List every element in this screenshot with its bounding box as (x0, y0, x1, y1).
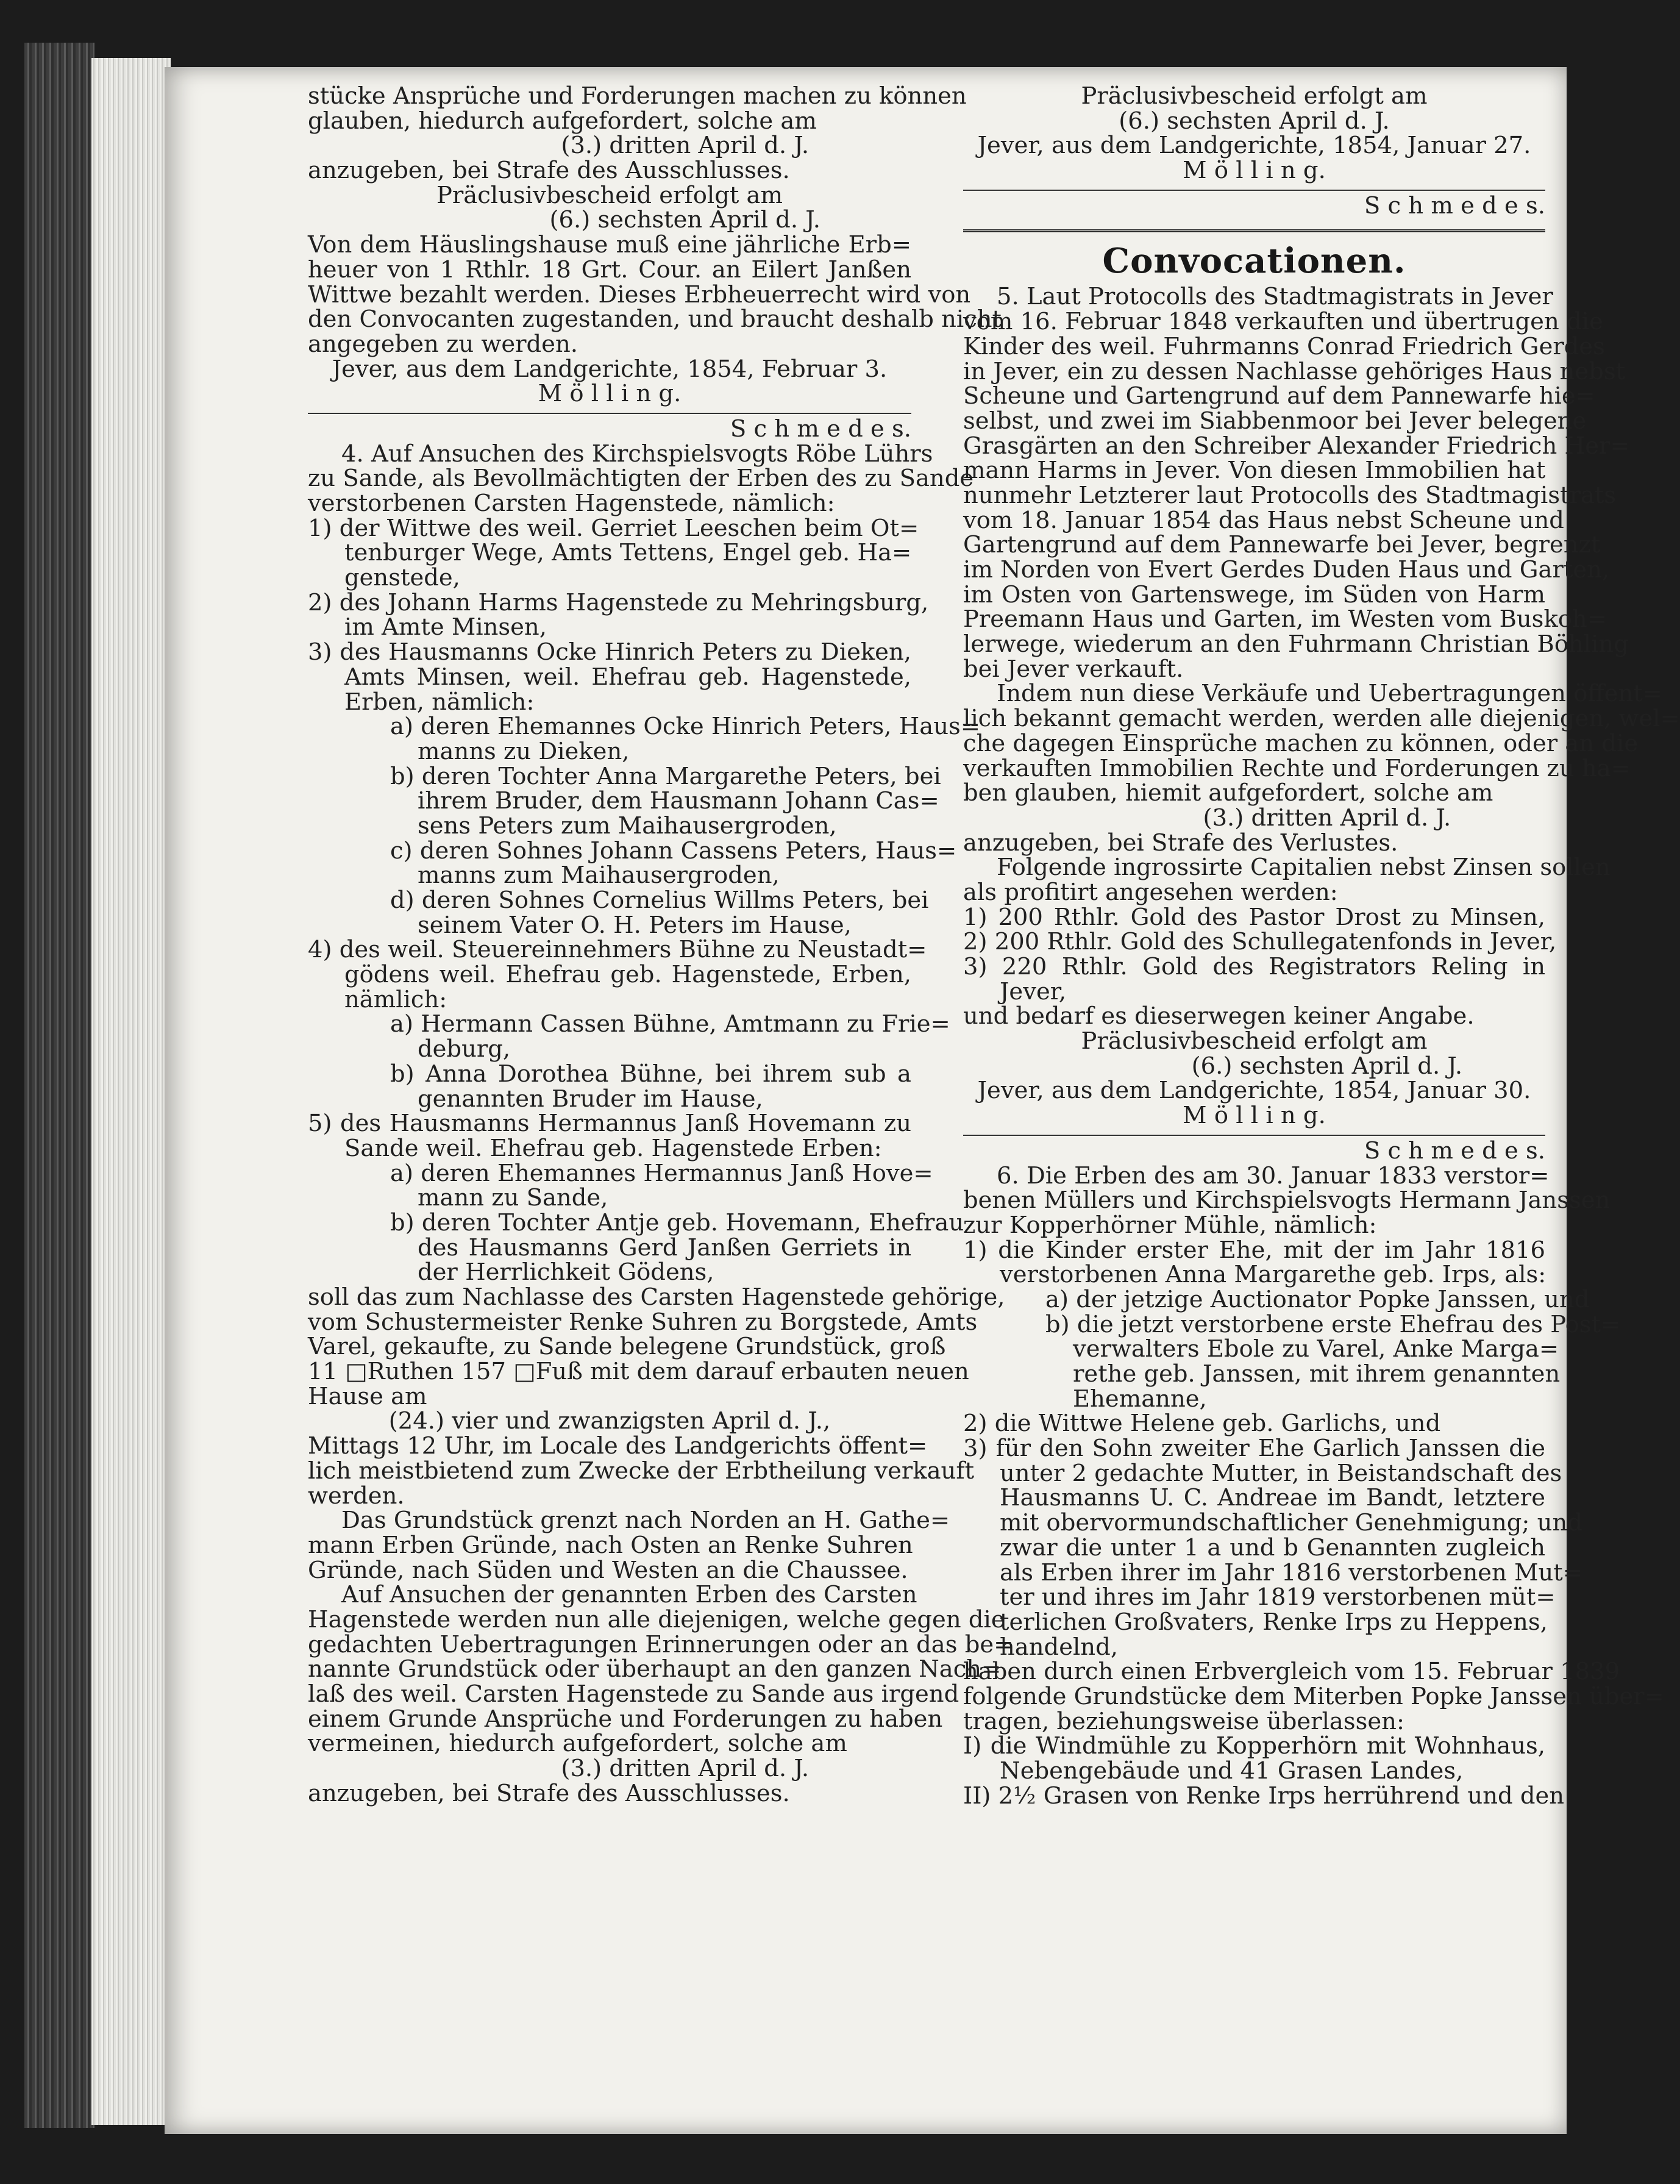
left-column-line: Hagenstede werden nun alle diejenigen, welche gegen die (308, 1605, 1005, 1633)
left-column-line: glauben, hiedurch aufgefordert, solche am (308, 107, 817, 135)
right-top-line: Präclusivbescheid erfolgt am (1081, 82, 1428, 110)
right-top-line: (6.) sechsten April d. J. (1119, 107, 1390, 135)
right-body-line: mann Harms in Jever. Von diesen Immobilien hat (963, 457, 1546, 485)
right-body-line: 1) 200 Rthlr. Gold des Pastor Drost zu Minsen, (963, 903, 1545, 931)
left-column-line: mann zu Sande, (418, 1184, 608, 1212)
left-column-line: mann Erben Gründe, nach Osten an Renke Suhren (308, 1531, 913, 1559)
right-body-line: II) 2½ Grasen von Renke Irps herrührend und den (963, 1782, 1565, 1810)
right-body-line: 5. Laut Protocolls des Stadtmagistrats in Jever (997, 283, 1553, 311)
right-body-line: Folgende ingrossirte Capitalien nebst Zinsen sollen (997, 854, 1611, 882)
separator-rule (963, 190, 1545, 191)
left-column-line: manns zum Maihausergroden, (418, 862, 780, 890)
right-body-block (963, 283, 1680, 1810)
right-body-line: che dagegen Einsprüche machen zu können, oder an die (963, 729, 1639, 757)
right-body-line: benen Müllers und Kirchspielsvogts Hermann Janssen (963, 1187, 1611, 1215)
left-column-line: genannten Bruder im Hause, (418, 1085, 763, 1113)
right-body-line: 3) für den Sohn zweiter Ehe Garlich Janssen die (963, 1435, 1545, 1463)
left-column-line: nämlich: (344, 985, 447, 1013)
right-body-line: rethe geb. Janssen, mit ihrem genannten (1073, 1360, 1561, 1388)
left-column-line: Amts Minsen, weil. Ehefrau geb. Hagenstede, (344, 663, 911, 691)
right-body-line: verwalters Ebole zu Varel, Anke Marga= (1073, 1335, 1559, 1363)
left-column-line: Das Grundstück grenzt nach Norden an H. Gathe= (341, 1507, 950, 1535)
left-column-line: anzugeben, bei Strafe des Ausschlusses. (308, 1779, 790, 1807)
left-column-line: heuer von 1 Rthlr. 18 Grt. Cour. an Eilert Janßen (308, 255, 911, 284)
left-column-line: angegeben zu werden. (308, 330, 578, 358)
left-column-line: den Convocanten zugestanden, und braucht deshalb nicht (308, 305, 1002, 334)
left-column-line: des Hausmanns Gerd Janßen Gerriets in (418, 1233, 911, 1262)
right-body-line: Grasgärten an den Schreiber Alexander Friedrich Her= (963, 432, 1630, 460)
left-column-line: 11 □Ruthen 157 □Fuß mit dem darauf erbauten neuen (308, 1358, 969, 1386)
left-column-line: d) deren Sohnes Cornelius Willms Peters, bei (390, 887, 929, 914)
left-column-line: (3.) dritten April d. J. (561, 132, 810, 160)
right-body-line: als Erben ihrer im Jahr 1816 verstorbenen Mut= (1000, 1558, 1583, 1586)
left-column-line: nannte Grundstück oder überhaupt an den ganzen Nach= (308, 1655, 1002, 1683)
right-body-line: Indem nun diese Verkäufe und Uebertragungen öffent= (997, 680, 1663, 708)
right-body-line: verstorbenen Anna Margarethe geb. Irps, als: (1000, 1261, 1547, 1289)
left-column-line: (6.) sechsten April d. J. (549, 206, 820, 234)
right-body-line: lerwege, wiederum an den Fuhrmann Christian Böhling (963, 630, 1629, 658)
right-body-line: mit obervormundschaftlicher Genehmigung; und (1000, 1509, 1582, 1537)
left-column-line: (24.) vier und zwanzigsten April d. J., (388, 1407, 831, 1435)
left-column-line: deburg, (418, 1035, 511, 1063)
left-column-line: gödens weil. Ehefrau geb. Hagenstede, Erben, (344, 961, 911, 989)
right-body-line: 2) die Wittwe Helene geb. Garlichs, und (963, 1410, 1441, 1438)
right-body-line: tragen, beziehungsweise überlassen: (963, 1707, 1404, 1735)
left-column-line: b) deren Tochter Anna Margarethe Peters, bei (390, 762, 941, 790)
left-column-line: Wittwe bezahlt werden. Dieses Erbheuerrecht wird von (308, 280, 971, 309)
right-body-line: 1) die Kinder erster Ehe, mit der im Jahr 1816 (963, 1236, 1545, 1264)
left-column-line: einem Grunde Ansprüche und Forderungen zu haben (308, 1705, 943, 1733)
right-body-line: Ehemanne, (1073, 1385, 1207, 1413)
left-column-line: a) Hermann Cassen Bühne, Amtmann zu Frie= (390, 1010, 950, 1038)
left-column-line: Präclusivbescheid erfolgt am (436, 181, 783, 209)
left-column-line: verstorbenen Carsten Hagenstede, nämlich: (308, 490, 835, 517)
right-top-line: S c h m e d e s. (1364, 191, 1545, 219)
left-column-line: manns zu Dieken, (418, 737, 630, 765)
right-body-line: zur Kopperhörner Mühle, nämlich: (963, 1211, 1377, 1239)
left-column-line: Jever, aus dem Landgerichte, 1854, Februar 3. (332, 355, 888, 383)
left-column-line: a) deren Ehemannes Hermannus Janß Hove= (390, 1159, 933, 1187)
right-body-line: als profitirt angesehen werden: (963, 878, 1338, 906)
right-body-line: a) der jetzige Auctionator Popke Janssen, und (1045, 1285, 1590, 1313)
left-column-line: genstede, (344, 564, 460, 592)
right-body-line: Jever, aus dem Landgerichte, 1854, Januar 30. (977, 1077, 1531, 1105)
left-column-line: Sande weil. Ehefrau geb. Hagenstede Erben: (344, 1134, 882, 1162)
left-column-line: Hause am (308, 1382, 427, 1410)
right-column (963, 82, 1680, 1810)
right-body-line: S c h m e d e s. (1364, 1137, 1545, 1165)
left-column-line: im Amte Minsen, (344, 613, 547, 641)
right-body-line: Hausmanns U. C. Andreae im Bandt, letztere (1000, 1484, 1545, 1512)
left-column-line: Erben, nämlich: (344, 688, 535, 716)
left-column-line: vom Schustermeister Renke Suhren zu Borgstede, Amts (308, 1308, 978, 1336)
right-body-line: I) die Windmühle zu Kopperhörn mit Wohnhaus, (963, 1732, 1545, 1760)
right-body-line: ben glauben, hiemit aufgefordert, solche am (963, 779, 1493, 807)
left-column-line: ihrem Bruder, dem Hausmann Johann Cas= (418, 787, 939, 815)
left-column-line: 4. Auf Ansuchen des Kirchspielsvogts Röbe Lührs (341, 440, 933, 468)
left-column-line: b) Anna Dorothea Bühne, bei ihrem sub a (390, 1060, 911, 1088)
left-column-line: der Herrlichkeit Gödens, (418, 1258, 714, 1286)
left-column-line: S c h m e d e s. (730, 415, 911, 443)
right-body-line: 2) 200 Rthlr. Gold des Schullegatenfonds in Jever, (963, 928, 1557, 956)
left-column-line: anzugeben, bei Strafe des Ausschlusses. (308, 157, 790, 185)
left-column-line: seinem Vater O. H. Peters im Hause, (418, 911, 852, 939)
left-column-line: Auf Ansuchen der genannten Erben des Carsten (341, 1581, 917, 1609)
left-column-line: (3.) dritten April d. J. (561, 1755, 810, 1783)
left-column-line: gedachten Uebertragungen Erinnerungen oder an das be= (308, 1630, 1014, 1658)
right-top-block (963, 84, 1545, 218)
left-column-line: werden. (308, 1482, 405, 1510)
left-column-line: soll das zum Nachlasse des Carsten Hagenstede gehörige, (308, 1283, 1005, 1311)
left-column-line: 1) der Wittwe des weil. Gerriet Leeschen beim Ot= (308, 514, 919, 542)
left-column-line: Mittags 12 Uhr, im Locale des Landgerichts öffent= (308, 1432, 928, 1460)
left-column-line: c) deren Sohnes Johann Cassens Peters, Haus= (390, 837, 957, 865)
right-body-line: (6.) sechsten April d. J. (1191, 1052, 1463, 1080)
right-body-line: b) die jetzt verstorbene erste Ehefrau des Post= (1045, 1310, 1621, 1338)
right-body-line: Gartengrund auf dem Pannewarfe bei Jever, begrenzt (963, 531, 1601, 559)
right-body-line: Nebengebäude und 41 Grasen Landes, (1000, 1757, 1464, 1785)
right-body-line: selbst, und zwei im Siabbenmoor bei Jever belegene (963, 407, 1587, 435)
left-column-line: 2) des Johann Harms Hagenstede zu Mehringsburg, (308, 588, 929, 616)
section-rule (963, 229, 1545, 232)
left-column-line: vermeinen, hiedurch aufgefordert, solche am (308, 1730, 847, 1758)
left-column-line: 3) des Hausmanns Ocke Hinrich Peters zu Dieken, (308, 638, 911, 666)
left-column (308, 82, 1014, 1807)
left-column-line: Varel, gekaufte, zu Sande belegene Grundstück, groß (308, 1333, 946, 1361)
left-column-line: zu Sande, als Bevollmächtigten der Erben des zu Sande (308, 465, 974, 493)
right-body-line: handelnd, (1000, 1633, 1118, 1661)
right-body-line: folgende Grundstücke dem Miterben Popke Janssen über= (963, 1682, 1664, 1710)
book-spine (24, 43, 94, 2128)
right-body-line: zwar die unter 1 a und b Genannten zugleich (1000, 1533, 1545, 1561)
left-column-line: Gründe, nach Süden und Westen an die Chaussee. (308, 1556, 908, 1584)
left-column-line: a) deren Ehemannes Ocke Hinrich Peters, Haus= (390, 713, 981, 741)
right-body-line: 3) 220 Rthlr. Gold des Registrators Reling in (963, 953, 1545, 980)
left-column-line: tenburger Wege, Amts Tettens, Engel geb. Ha= (344, 539, 912, 567)
right-body-line: M ö l l i n g. (1183, 1102, 1326, 1130)
right-body-line: (3.) dritten April d. J. (1203, 804, 1451, 832)
separator-rule (308, 413, 911, 414)
right-body-line: und bedarf es dieserwegen keiner Angabe. (963, 1002, 1475, 1030)
right-body-line: lich bekannt gemacht werden, werden alle diejenigen, wel= (963, 705, 1680, 733)
left-column-line: sens Peters zum Maihausergroden, (418, 812, 837, 840)
left-column-line: b) deren Tochter Antje geb. Hovemann, Ehefrau (390, 1208, 964, 1237)
left-column-line: lich meistbietend zum Zwecke der Erbtheilung verkauft (308, 1457, 975, 1485)
right-body-line: unter 2 gedachte Mutter, in Beistandschaft des (1000, 1459, 1562, 1487)
right-body-line: bei Jever verkauft. (963, 655, 1184, 683)
right-body-line: Preemann Haus und Garten, im Westen vom Buskoh= (963, 605, 1607, 633)
right-body-line: haben durch einen Erbvergleich vom 15. Februar 1839 (963, 1658, 1620, 1686)
left-column-line: M ö l l i n g. (538, 380, 682, 408)
left-column-line: Von dem Häuslingshause muß eine jährliche Erb= (308, 231, 911, 259)
right-body-line: vom 18. Januar 1854 das Haus nebst Scheune und (963, 506, 1564, 534)
right-body-line: im Norden von Evert Gerdes Duden Haus und Garten, (963, 556, 1610, 583)
right-top-line: M ö l l i n g. (1183, 157, 1326, 185)
right-body-line: anzugeben, bei Strafe des Verlustes. (963, 829, 1398, 857)
right-body-line: 6. Die Erben des am 30. Januar 1833 verstor= (997, 1162, 1550, 1190)
left-column-line: 5) des Hausmanns Hermannus Janß Hovemann zu (308, 1110, 911, 1138)
left-column-line: 4) des weil. Steuereinnehmers Bühne zu Neustadt= (308, 936, 927, 964)
right-body-line: vom 16. Februar 1848 verkauften und übertrugen die (963, 308, 1603, 336)
right-body-line: nunmehr Letzterer laut Protocolls des Stadtmagistrats (963, 481, 1617, 509)
separator-rule (963, 1135, 1545, 1136)
right-body-line: verkauften Immobilien Rechte und Forderungen zu ha= (963, 754, 1631, 782)
right-body-line: Präclusivbescheid erfolgt am (1081, 1027, 1428, 1055)
right-body-line: in Jever, ein zu dessen Nachlasse gehöriges Haus nebst (963, 357, 1626, 385)
right-body-line: Jever, (1000, 977, 1067, 1005)
right-body-line: Kinder des weil. Fuhrmanns Conrad Friedrich Gerdes (963, 332, 1605, 360)
right-body-line: Scheune und Gartengrund auf dem Pannewarfe hie= (963, 382, 1595, 410)
left-column-line: stücke Ansprüche und Forderungen machen zu können (308, 82, 967, 110)
right-body-line: terlichen Großvaters, Renke Irps zu Heppens, (1000, 1608, 1548, 1636)
right-body-line: im Osten von Gartenswege, im Süden von Harm (963, 580, 1545, 608)
left-column-line: laß des weil. Carsten Hagenstede zu Sande aus irgend (308, 1680, 959, 1708)
page-edges (91, 58, 171, 2125)
right-top-line: Jever, aus dem Landgerichte, 1854, Januar 27. (977, 132, 1531, 160)
section-heading: Convocationen. (1102, 241, 1406, 282)
right-body-line: ter und ihres im Jahr 1819 verstorbenen müt= (1000, 1583, 1556, 1611)
